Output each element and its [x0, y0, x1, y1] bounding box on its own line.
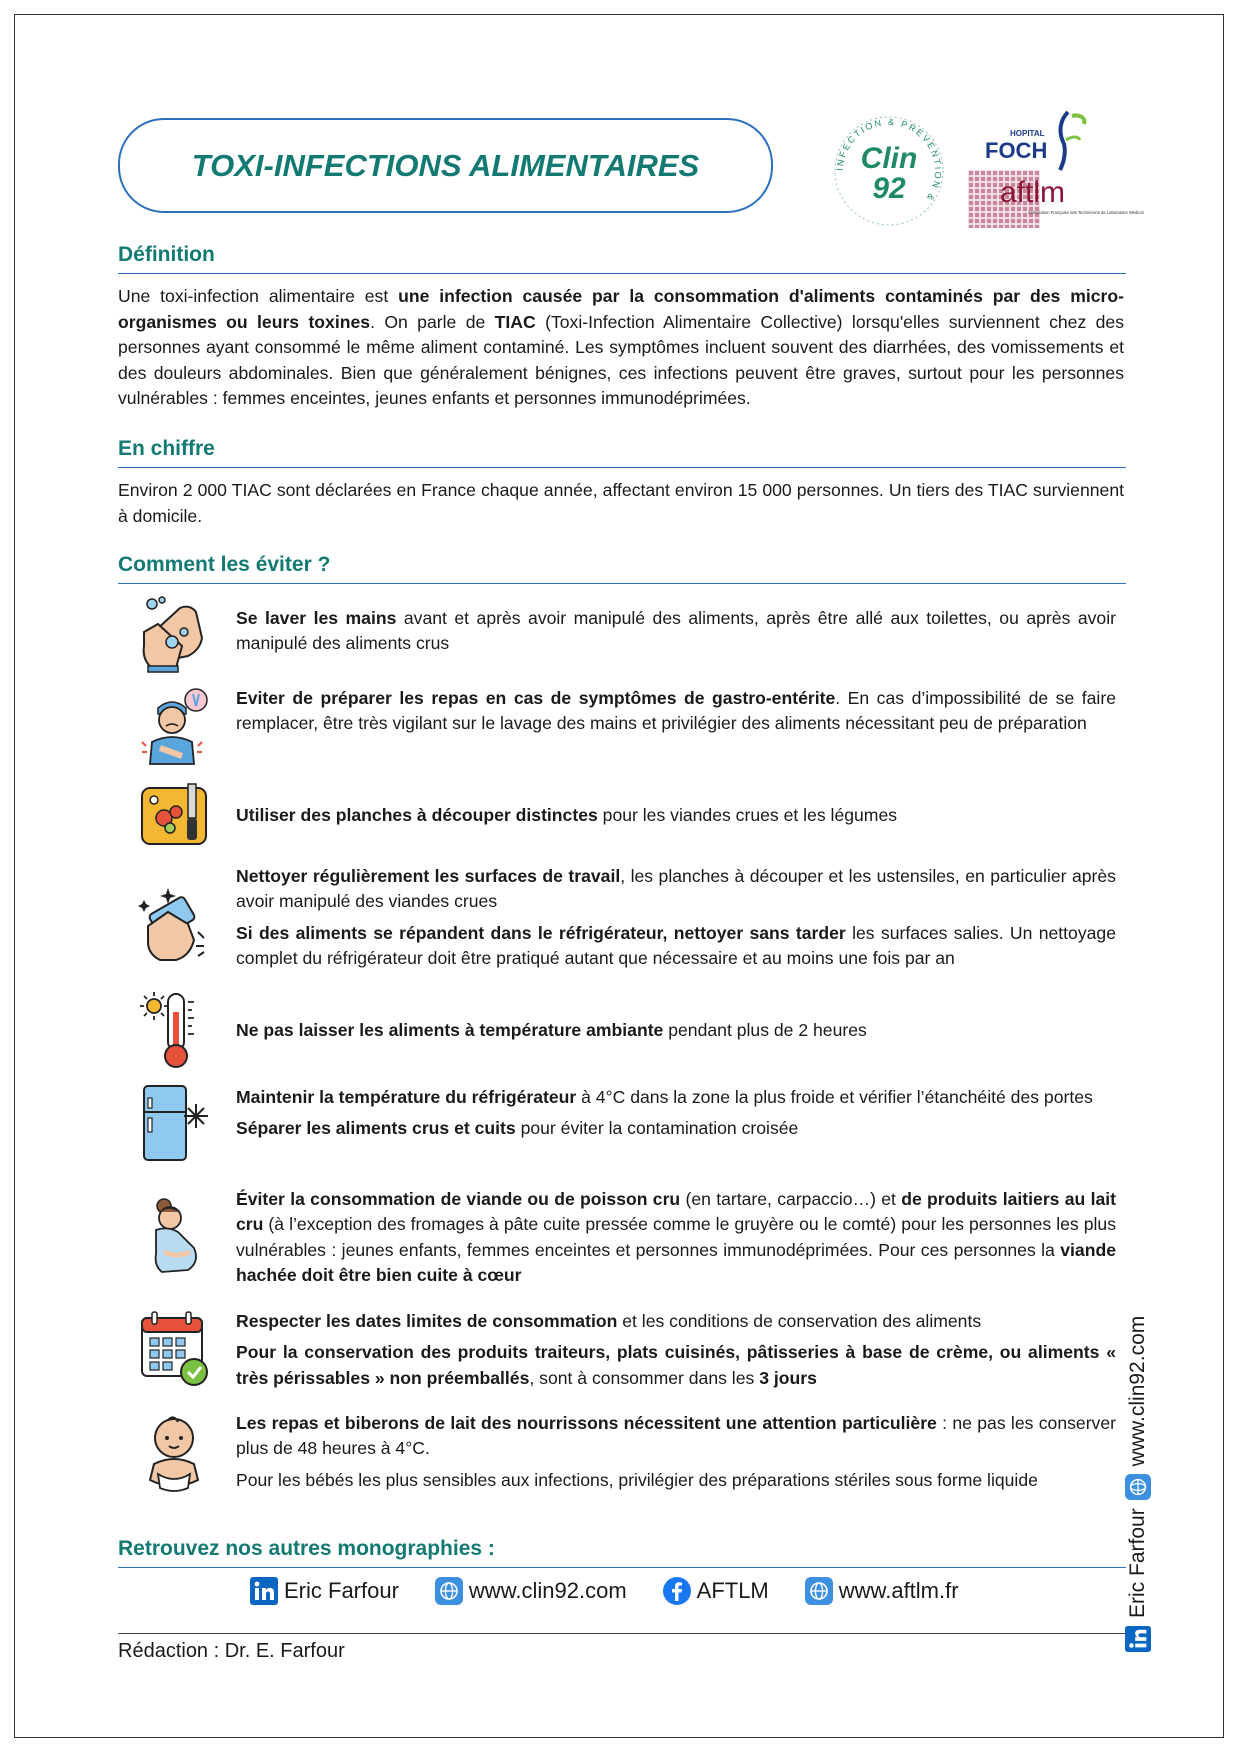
thermometer-icon [138, 990, 212, 1070]
tip-no-cooking-when-sick: Eviter de préparer les repas en cas de symptômes de gastro-entérite. En cas d’impossibilité de se faire remplacer, être très vigilant sur le lavage des mains et privilégier des aliments nécessitant peu de préparation [236, 688, 1116, 734]
hand-washing-icon [138, 594, 212, 674]
baby-icon [138, 1414, 212, 1494]
svg-text:FOCH: FOCH [985, 138, 1048, 163]
tip-hand-washing: Se laver les mains avant et après avoir manipulé des aliments, après être allé aux toilettes, ou après avoir manipulé des aliments crus [236, 608, 1116, 654]
definition-text: Une toxi-infection alimentaire est une infection causée par la consommation d'aliments contaminés par des micro-organismes ou leurs toxines. On parle de TIAC (Toxi-Infection Alimentaire Collective) lorsqu'elles surviennent chez des personnes ayant consommé le même aliment contaminé. Les symptômes incluent souvent des diarrhées, des vomissements et des douleurs abdominales. Bien que généralement bénignes, ces infections peuvent être graves, surtout pour les personnes vulnérables : femmes enceintes, jeunes enfants et personnes immunodéprimées. [118, 286, 1125, 409]
side-credit [1125, 1316, 1151, 1660]
figures-text: Environ 2 000 TIAC sont déclarées en France chaque année, affectant environ 15 000 personnes. Un tiers des TIAC surviennent à domicile. [118, 480, 1124, 526]
tip-clean-surfaces: Nettoyer régulièrement les surfaces de travail, les planches à découper et les ustensiles, en particulier après avoir manipulé des viandes crues Si des aliments se répandent dans le réfrigérateur, nettoyer sans tarder les surfaces salies. Un nettoyage complet du réfrigérateur doit être pratiqué autant que nécessaire et au moins une fois par an [236, 866, 1116, 969]
svg-text:aftlm: aftlm [1000, 176, 1066, 209]
link-aftlm[interactable]: www.aftlm.fr [805, 1577, 959, 1605]
prevention-heading: Comment les éviter ? [118, 553, 1126, 584]
linkedin-icon [250, 1577, 278, 1605]
fridge-icon [138, 1082, 212, 1162]
foch-logo [980, 110, 1090, 172]
clin92-logo [828, 112, 950, 230]
redaction-credit: Rédaction : Dr. E. Farfour [118, 1640, 345, 1662]
calendar-check-icon [138, 1310, 212, 1390]
tip-cutting-boards: Utiliser des planches à découper distinctes pour les viandes crues et les légumes [236, 805, 898, 825]
linkedin-icon [1125, 1626, 1151, 1652]
link-clin92[interactable]: www.clin92.com [435, 1577, 627, 1605]
footer-links [250, 1573, 995, 1609]
tip-infant-feeding: Les repas et biberons de lait des nourrissons nécessitent une attention particulière : ne pas les conserver plus de 48 heures à 4°C. Pour les bébés les plus sensibles aux infections, privilégier des préparations stériles sous forme liquide [236, 1413, 1116, 1490]
svg-text:Clin: Clin [860, 142, 918, 175]
footer-divider [118, 1633, 1126, 1634]
sick-person-icon [138, 686, 212, 766]
cleaning-hand-icon [138, 884, 212, 964]
globe-icon [1125, 1474, 1151, 1500]
link-linkedin[interactable]: Eric Farfour [250, 1577, 399, 1605]
more-heading: Retrouvez nos autres monographies : [118, 1537, 1126, 1568]
title-box [118, 118, 773, 213]
side-name[interactable]: Eric Farfour [1126, 1508, 1149, 1618]
page-title: TOXI-INFECTIONS ALIMENTAIRES [191, 147, 700, 183]
link-facebook[interactable]: AFTLM [663, 1577, 769, 1605]
tip-fridge-temperature: Maintenir la température du réfrigérateur à 4°C dans la zone la plus froide et vérifier l’étanchéité des portes Séparer les aliments crus et cuits pour éviter la contamination croisée [236, 1087, 1093, 1139]
tip-room-temperature: Ne pas laisser les aliments à température ambiante pendant plus de 2 heures [236, 1020, 867, 1040]
svg-text:HOPITAL: HOPITAL [1010, 129, 1045, 138]
definition-heading: Définition [118, 243, 1126, 274]
side-site[interactable]: www.clin92.com [1126, 1315, 1149, 1467]
pregnant-woman-icon [138, 1196, 212, 1276]
cutting-board-icon [138, 778, 212, 858]
tip-raw-foods: Éviter la consommation de viande ou de poisson cru (en tartare, carpaccio…) et de produits laitiers au lait cru (à l’exception des fromages à pâte cuite pressée comme le gruyère ou le comté) pour les personnes les plus vulnérables : jeunes enfants, femmes enceintes et personnes immunodéprimées. Pour ces personnes la viande hachée doit être bien cuite à cœur [236, 1189, 1116, 1286]
globe-icon [805, 1577, 833, 1605]
facebook-icon [663, 1577, 691, 1605]
svg-text:92: 92 [872, 172, 906, 205]
tip-expiry-dates: Respecter les dates limites de consommation et les conditions de conservation des aliments Pour la conservation des produits traiteurs, plats cuisinés, pâtisseries à base de crème, ou aliments « très périssables » non préemballés, sont à consommer dans les 3 jours [236, 1311, 1116, 1388]
svg-text:Association Française des Tech: Association Française des Techniciens de Laboratoire Médical [1028, 210, 1144, 215]
figures-heading: En chiffre [118, 437, 1126, 468]
globe-icon [435, 1577, 463, 1605]
svg-text:INFECTION & PREVENTION &: INFECTION & PREVENTION & [834, 116, 944, 204]
aftlm-logo [968, 170, 1144, 228]
